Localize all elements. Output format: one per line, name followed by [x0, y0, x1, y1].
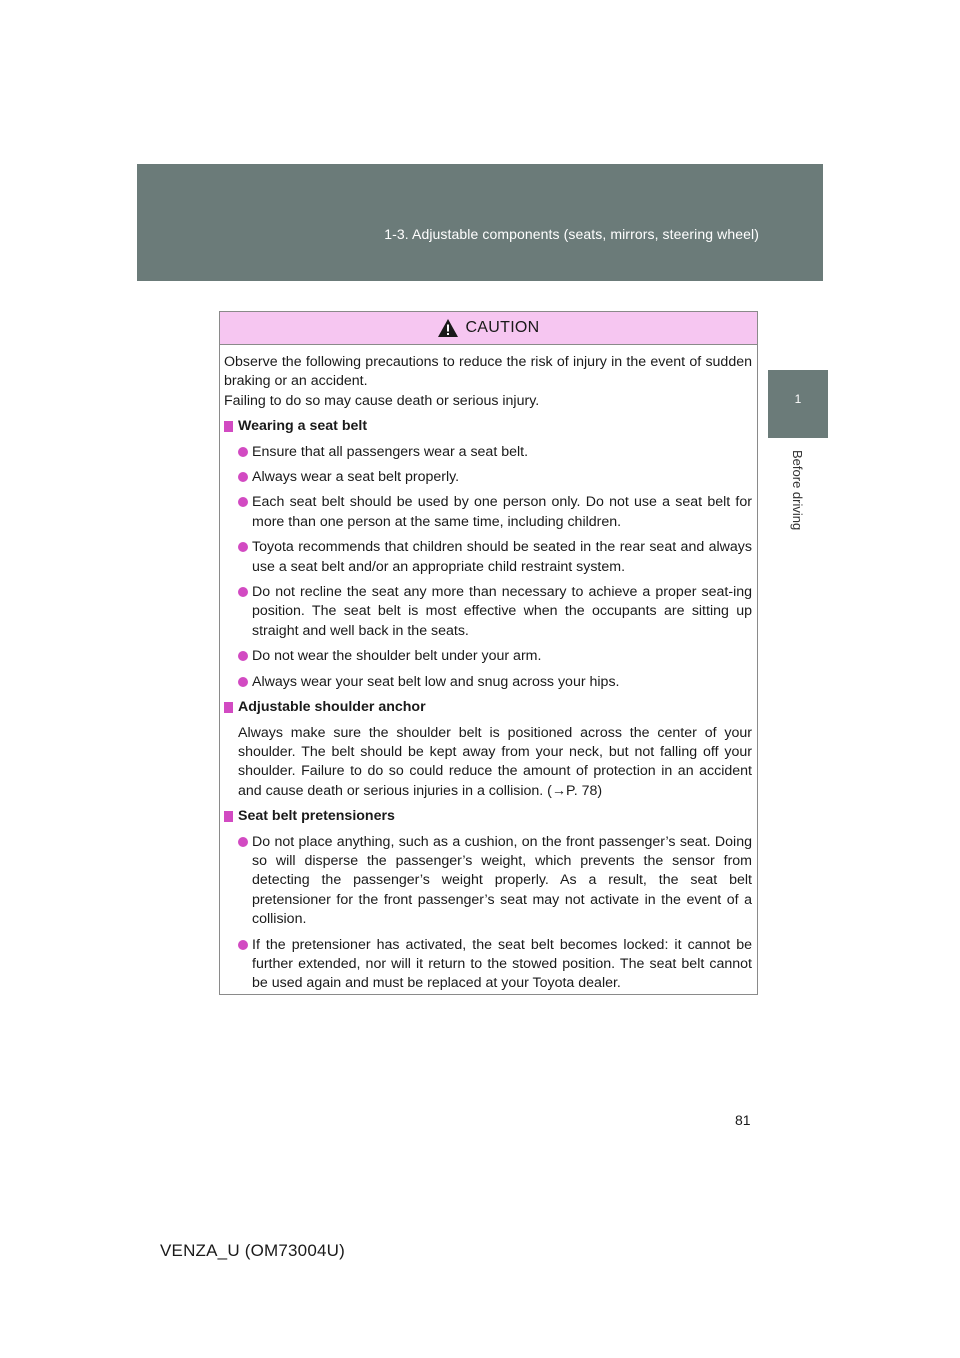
list-item: Do not recline the seat any more than necessary to achieve a proper seat-ing position. The seat belt is most effective when the occupants are sitting up straight and well back in the seats. — [224, 583, 752, 641]
round-bullet-icon — [238, 542, 248, 552]
caution-header — [220, 312, 757, 345]
warning-triangle-icon — [437, 318, 459, 338]
chapter-tab — [768, 370, 828, 438]
caution-title: CAUTION — [465, 319, 540, 336]
round-bullet-icon — [238, 677, 248, 687]
section-title: 1-3. Adjustable components (seats, mirrors, steering wheel) — [384, 226, 759, 242]
chapter-label-text: Before driving — [790, 450, 805, 531]
caution-intro-line-1: Observe the following precautions to reduce the risk of injury in the event of sudden braking or an accident. — [224, 354, 752, 390]
caution-body — [220, 345, 757, 994]
caution-box — [219, 311, 758, 995]
square-bullet-icon — [224, 421, 233, 432]
chapter-number: 1 — [794, 392, 802, 406]
square-bullet-icon — [224, 702, 233, 713]
round-bullet-icon — [238, 472, 248, 482]
round-bullet-icon — [238, 940, 248, 950]
list-item: Ensure that all passengers wear a seat belt. — [224, 443, 752, 462]
section-heading-pretensioners: Seat belt pretensioners — [224, 807, 752, 826]
caution-intro-line-2: Failing to do so may cause death or serious injury. — [224, 392, 540, 409]
chapter-label — [770, 450, 826, 550]
round-bullet-icon — [238, 651, 248, 661]
round-bullet-icon — [238, 587, 248, 597]
square-bullet-icon — [224, 811, 233, 822]
list-item: Do not wear the shoulder belt under your arm. — [224, 647, 752, 666]
round-bullet-icon — [238, 497, 248, 507]
page-number: 81 — [735, 1112, 751, 1128]
footer-document-code: VENZA_U (OM73004U) — [160, 1241, 345, 1260]
section-heading-shoulder-anchor: Adjustable shoulder anchor — [224, 698, 752, 717]
shoulder-anchor-paragraph: Always make sure the shoulder belt is positioned across the center of your shoulder. The belt should be kept away from your neck, but not falling off your shoulder. Failure to do so could reduce the amount of protection in an accident and cause death or serious injuries in a collision. (→P. 78) — [238, 724, 752, 799]
list-item: Toyota recommends that children should be seated in the rear seat and always use a seat belt and/or an appropriate child restraint system. — [224, 538, 752, 577]
caution-intro — [224, 353, 752, 411]
round-bullet-icon — [238, 447, 248, 457]
list-item: Do not place anything, such as a cushion, on the front passenger’s seat. Doing so will disperse the passenger’s weight, which prevents the sensor from detecting the passenger’s weight properly. As a result, the seat belt pretensioner for the front passenger’s seat may not activate in the event of a collision. — [224, 833, 752, 930]
list-item: Always wear your seat belt low and snug across your hips. — [224, 673, 752, 692]
section-heading-wearing-seat-belt: Wearing a seat belt — [224, 417, 752, 436]
list-item: Always wear a seat belt properly. — [224, 468, 752, 487]
list-item: Each seat belt should be used by one person only. Do not use a seat belt for more than one person at the same time, including children. — [224, 493, 752, 532]
round-bullet-icon — [238, 837, 248, 847]
header-band — [137, 164, 823, 281]
list-item: If the pretensioner has activated, the seat belt becomes locked: it cannot be further extended, nor will it return to the stowed position. The seat belt cannot be used again and must be replaced at your Toyota dealer. — [224, 936, 752, 994]
